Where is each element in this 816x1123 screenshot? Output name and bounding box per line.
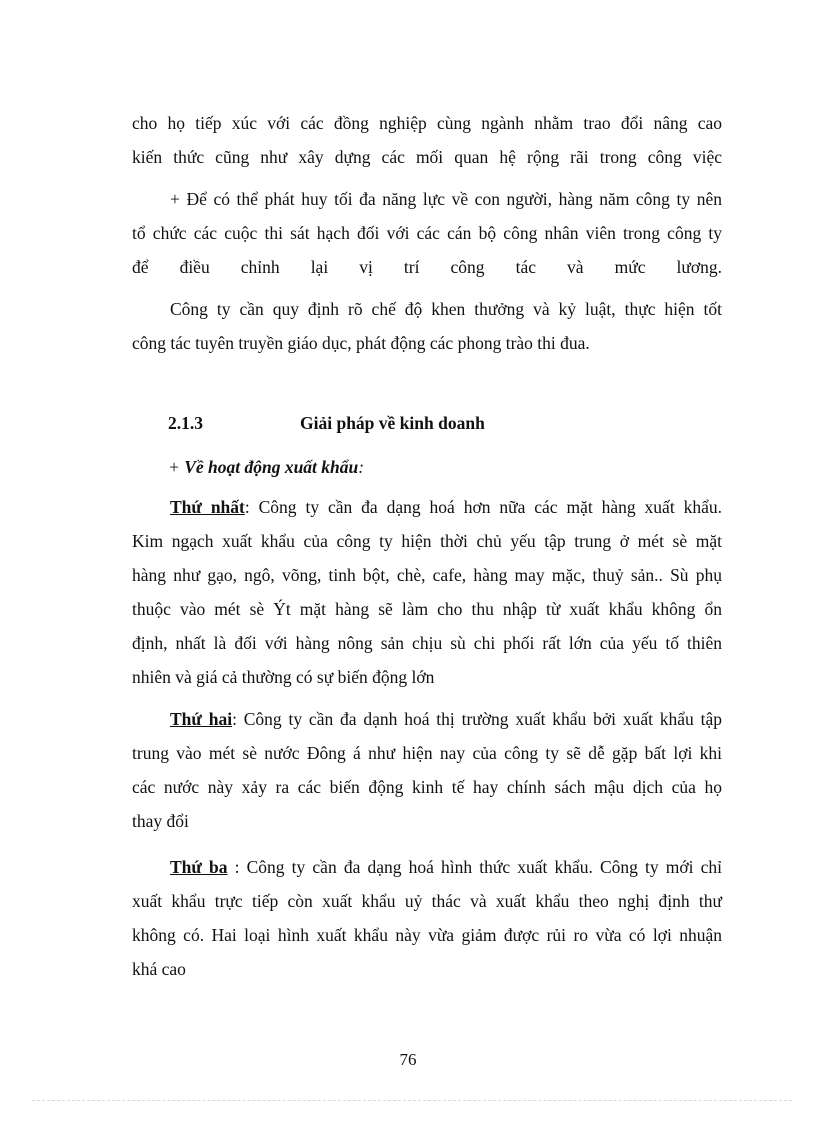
text-line: các nước này xảy ra các biến động kinh tế hay chính sách mậu dịch của họ — [132, 777, 722, 797]
first-label: Thứ nhất — [170, 497, 245, 517]
page-bottom-border — [32, 1100, 792, 1101]
paragraph-rewards-discipline — [132, 292, 722, 360]
text-line: hàng như gạo, ngô, võng, tinh bột, chè, cafe, hàng may mặc, thuỷ sản.. Sù phụ — [132, 565, 722, 585]
subsection-heading — [168, 450, 364, 484]
third-label: Thứ ba — [170, 857, 228, 877]
subheading-text: Về hoạt động xuất khẩu — [184, 457, 359, 477]
section-heading — [168, 406, 728, 440]
text-line: khá cao — [132, 959, 186, 979]
text-line: công tác tuyên truyền giáo dục, phát động các phong trào thi đua. — [132, 333, 590, 353]
text-line: Kim ngạch xuất khẩu của công ty hiện thời chủ yếu tập trung ở mét sè mặt — [132, 531, 722, 551]
text-line: để điều chỉnh lại vị trí công tác và mức lương. — [132, 257, 722, 277]
paragraph-first-solution — [132, 490, 722, 694]
text-line: định, nhất là đối với hàng nông sản chịu sù chi phối rất lớn của yếu tố thiên — [132, 633, 722, 653]
subheading-prefix: + — [168, 457, 185, 477]
text-line: xuất khẩu trực tiếp còn xuất khẩu uỷ thác và xuất khẩu theo nghị định thư — [132, 891, 722, 911]
subheading-suffix: : — [358, 457, 365, 477]
section-number: 2.1.3 — [168, 413, 203, 433]
text-line: nhiên và giá cả thường có sự biến động lớn — [132, 667, 435, 687]
first-line-rest: : Công ty cần đa dạng hoá hơn nữa các mặt hàng xuất khẩu. — [244, 497, 722, 517]
text-line: + Để có thể phát huy tối đa năng lực về con người, hàng năm công ty nên — [170, 189, 722, 209]
page-number: 76 — [399, 1050, 417, 1069]
text-line — [132, 490, 722, 524]
text-line: Công ty cần quy định rõ chế độ khen thưởng và kỷ luật, thực hiện tốt — [170, 299, 722, 319]
paragraph-human-capacity — [132, 182, 722, 284]
section-title: Giải pháp về kinh doanh — [300, 413, 485, 433]
text-line: tổ chức các cuộc thi sát hạch đối với các cán bộ công nhân viên trong công ty — [132, 223, 722, 243]
text-line — [132, 850, 722, 884]
text-line: thay đổi — [132, 811, 189, 831]
text-line: thuộc vào mét sè Ýt mặt hàng sẽ làm cho thu nhập từ xuất khẩu không ổn — [132, 599, 722, 619]
paragraph-third-solution — [132, 850, 722, 986]
text-line: cho họ tiếp xúc với các đồng nghiệp cùng ngành nhằm trao đổi nâng cao — [132, 113, 722, 133]
paragraph-continuation — [132, 106, 722, 174]
text-line — [132, 702, 722, 736]
text-line: trung vào mét sè nước Đông á như hiện nay của công ty sẽ dễ gặp bất lợi khi — [132, 743, 722, 763]
second-label: Thứ hai — [170, 709, 233, 729]
text-line: kiến thức cũng như xây dựng các mối quan hệ rộng rãi trong công việc — [132, 147, 722, 167]
third-line-rest: : Công ty cần đa dạng hoá hình thức xuất khẩu. Công ty mới chỉ — [227, 857, 722, 877]
text-line: không có. Hai loại hình xuất khẩu này vừa giảm được rủi ro vừa có lợi nhuận — [132, 925, 722, 945]
paragraph-second-solution — [132, 702, 722, 838]
second-line-rest: : Công ty cần đa dạnh hoá thị trường xuất khẩu bởi xuất khẩu tập — [232, 709, 722, 729]
